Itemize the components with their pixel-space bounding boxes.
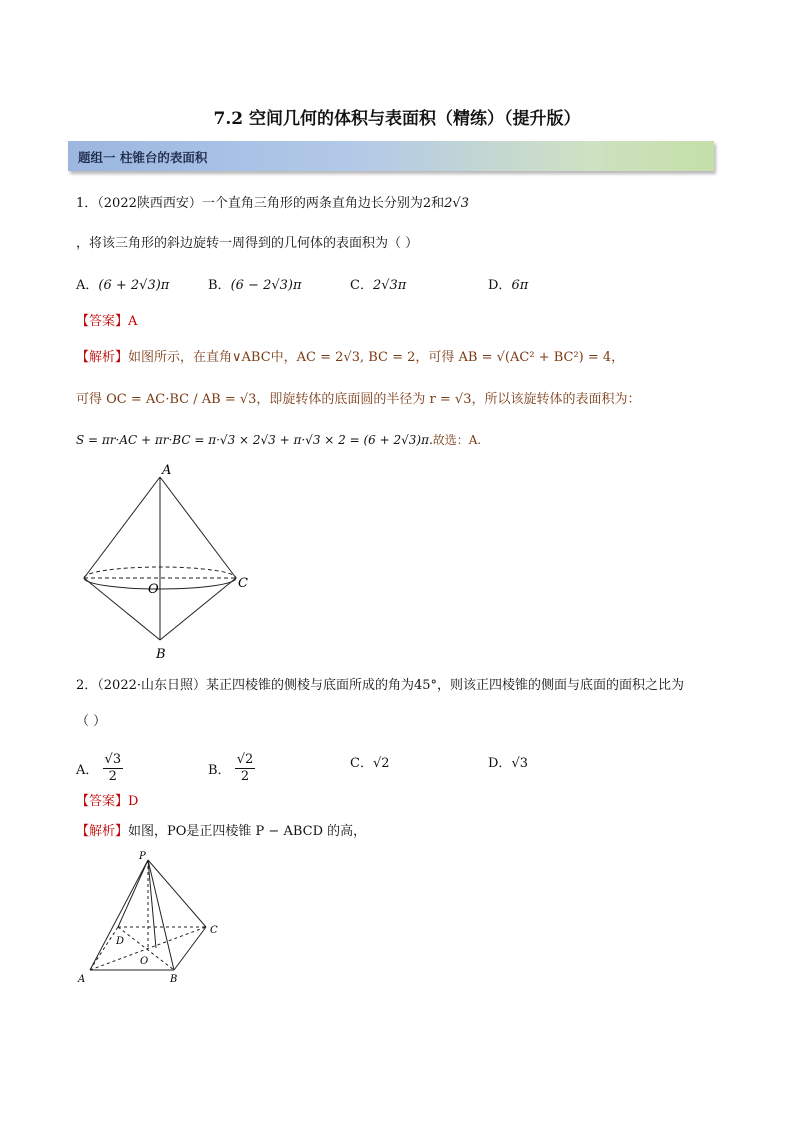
edge-pc xyxy=(148,860,206,927)
question-2-stem-line2: （ ） xyxy=(76,714,107,729)
option-b-numerator: √2 xyxy=(236,752,254,767)
answer-value: D xyxy=(128,794,139,809)
analysis-text: 如图，PO是正四棱锥 P − ABCD 的高， xyxy=(128,824,367,839)
option-c: C．√2 xyxy=(350,756,390,771)
label-b: B xyxy=(170,974,178,985)
option-d-value: 6π xyxy=(511,278,529,293)
slant-line xyxy=(148,860,156,948)
option-a: A． $\frac{√3}{2}$ xyxy=(76,752,122,784)
answer-line-1 xyxy=(76,310,137,329)
option-a-value: (6 + 2√3)π xyxy=(98,278,170,293)
question-1-stem xyxy=(76,192,469,211)
edge-ad xyxy=(90,927,118,970)
analysis-tag: 【解析】 xyxy=(76,350,129,365)
answer-tag: 【答案】 xyxy=(76,314,129,329)
option-c-value: √2 xyxy=(372,756,390,771)
stem-text: 某正四棱锥的侧棱与底面所成的角为45°，则该正四棱锥的侧面与底面的面积之比为 xyxy=(206,678,685,693)
label-a: A xyxy=(78,974,86,985)
edge-pd xyxy=(118,860,148,927)
question-source: （2022·山东日照） xyxy=(97,678,206,693)
option-a: A．(6 + 2√3)π xyxy=(76,278,170,293)
label-d: D xyxy=(116,936,125,947)
label-o: O xyxy=(148,582,159,597)
option-a-numerator: √3 xyxy=(104,752,122,767)
label-c: C xyxy=(238,576,248,591)
option-b: B． $\frac{√2}{2}$ xyxy=(208,752,254,784)
option-b-denominator: 2 xyxy=(240,769,250,784)
analysis-1-line3 xyxy=(76,431,481,448)
option-d: D．√3 xyxy=(488,756,528,771)
question-1-stem-line2: ，将该三角形的斜边旋转一周得到的几何体的表面积为（ ） xyxy=(76,236,419,251)
analysis-text: 如图所示，在直角∨ABC中，AC = 2√3, BC = 2，可得 AB = √(AC² + BC²) = 4， xyxy=(128,350,625,365)
option-b-value: (6 − 2√3)π xyxy=(230,278,302,293)
label-b: B xyxy=(156,647,166,662)
pyramid-figure xyxy=(76,848,236,988)
option-c: C．2√3π xyxy=(350,278,407,293)
answer-line-2 xyxy=(76,790,138,809)
option-b: B．(6 − 2√3)π xyxy=(208,278,302,293)
stem-text: 一个直角三角形的两条直角边长分别为2和 xyxy=(201,196,445,211)
analysis-1-line2: 可得 OC = AC·BC / AB = √3，即旋转体的底面圆的半径为 r = √3，所以该旋转体的表面积为： xyxy=(76,392,641,407)
label-a: A xyxy=(162,463,172,478)
question-number: 2． xyxy=(76,678,98,693)
cone-edge-a-right xyxy=(160,477,236,578)
analysis-tag: 【解析】 xyxy=(76,824,129,839)
section-header xyxy=(68,141,714,171)
edge-bc xyxy=(174,927,206,970)
question-2-stem xyxy=(76,674,684,693)
label-p: P xyxy=(139,851,146,862)
analysis-formula: S = πr·AC + πr·BC = π·√3 × 2√3 + π·√3 × 2 = (6 + 2√3)π. xyxy=(76,433,433,447)
answer-tag: 【答案】 xyxy=(76,794,129,809)
question-source: （2022陕西西安） xyxy=(97,196,202,211)
option-d: D．6π xyxy=(488,278,529,293)
cone-edge-a-left xyxy=(84,477,160,578)
stem-math: 2√3 xyxy=(444,196,469,211)
section-label: 题组一 柱锥台的表面积 xyxy=(78,150,208,165)
analysis-2-line1 xyxy=(76,820,366,839)
option-d-value: √3 xyxy=(511,756,528,771)
option-a-denominator: 2 xyxy=(108,769,117,784)
answer-value: A xyxy=(128,314,138,329)
analysis-1-line1 xyxy=(76,346,624,365)
page-title: 7.2 空间几何的体积与表面积（精练）（提升版） xyxy=(213,109,581,129)
edge-pa xyxy=(90,860,148,970)
label-o: O xyxy=(140,956,149,967)
analysis-conclusion: 故选：A. xyxy=(432,433,482,447)
double-cone-figure xyxy=(76,460,266,665)
question-number: 1． xyxy=(76,196,98,211)
label-c: C xyxy=(210,925,218,936)
option-c-value: 2√3π xyxy=(372,278,407,293)
